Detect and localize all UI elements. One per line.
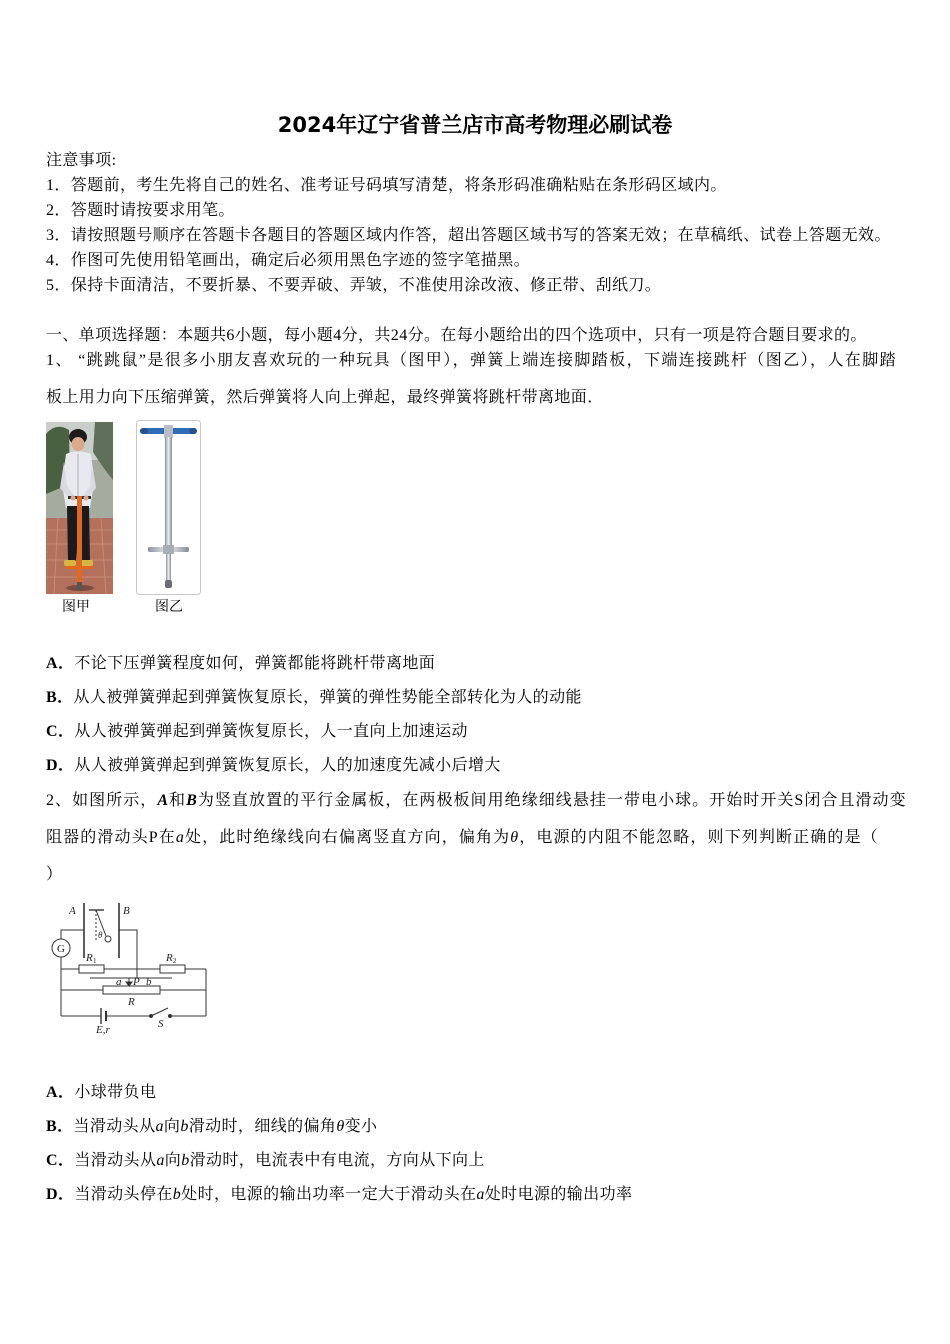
pogo-tube [77, 496, 82, 584]
label-rheostat: R [128, 996, 135, 1008]
label-galvanometer: G [57, 943, 65, 955]
charged-ball [105, 936, 111, 942]
notice-item: 2．答题时请按要求用笔。 [46, 202, 235, 219]
lower-rod [166, 554, 171, 582]
rubber-tip [165, 580, 172, 588]
label-plate-b: B [123, 905, 130, 917]
symbol-b-lower: b [172, 1186, 182, 1203]
figure-child-on-pogo-stick [46, 422, 113, 594]
option-text: 从人被弹簧弹起到弹簧恢复原长，人的加速度先减小后增大 [74, 757, 501, 774]
exam-title: 2024年辽宁省普兰店市高考物理必刷试卷 [277, 113, 673, 137]
label-r2-sub: 2 [173, 957, 177, 965]
question-1-stem-line: 1、 “跳跳鼠”是很多小朋友喜欢玩的一种玩具（图甲），弹簧上端连接脚踏板，下端连接跳杆（图乙），人在脚踏 [46, 352, 896, 369]
symbol-a-lower: a [476, 1186, 485, 1203]
option-a [46, 647, 926, 681]
symbol-theta: θ [336, 1118, 345, 1135]
label-r1-sub: 1 [93, 957, 97, 965]
question-2-stem-line [46, 819, 878, 856]
symbol-a-lower: a [175, 829, 185, 846]
option-text: 处时，电源的输出功率一定大于滑动头在 [181, 1186, 477, 1203]
handle-grip-left [140, 428, 148, 434]
option-a [46, 1076, 926, 1110]
switch-lever [151, 1008, 168, 1016]
symbol-a: A [157, 792, 169, 809]
option-text: 向 [163, 1118, 181, 1135]
option-letter: D． [46, 1186, 75, 1203]
notice-item: 5．保持卡面清洁，不要折暴、不要弄破、弄皱，不准使用涂改液、修正带、刮纸刀。 [46, 277, 662, 294]
symbol-a-lower: a [156, 1152, 165, 1169]
face [72, 437, 85, 451]
option-letter: B． [46, 1118, 74, 1135]
resistor-r1 [79, 965, 104, 973]
symbol-b-lower: b [180, 1118, 189, 1135]
notice-heading: 注意事项: [46, 152, 117, 169]
resistor-r2 [160, 965, 185, 973]
section-heading: 一、单项选择题：本题共6小题，每小题4分，共24分。在每小题给出的四个选项中，只有一项是符合题目要求的。 [46, 327, 867, 344]
stem-text: 2、如图所示， [46, 792, 158, 809]
left-hand [71, 496, 76, 501]
figure-pogo-stick [136, 420, 201, 595]
question-1-stem-line: 板上用力向下压缩弹簧，然后弹簧将人向上弹起，最终弹簧将跳杆带离地面． [46, 389, 604, 406]
label-end-b: b [146, 976, 152, 988]
label-r2: R [166, 952, 173, 964]
notice-item: 3．请按照题号顺序在答题卡各题目的答题区域内作答，超出答题区域书写的答案无效；在草稿纸、试卷上答题无效。 [46, 227, 891, 244]
option-b [46, 1110, 926, 1144]
option-d [46, 1178, 926, 1212]
figure-label-yi: 图乙 [155, 599, 183, 615]
question-2-stem [46, 782, 926, 893]
pogo-foot-pegs [66, 566, 93, 569]
handle-joint [164, 425, 173, 438]
question-2-options [46, 1076, 926, 1212]
notice-section [46, 148, 926, 298]
symbol-a-lower: a [155, 1118, 164, 1135]
notice-item: 4．作图可先使用铅笔画出，确定后必须用黑色字迹的签字笔描黑。 [46, 252, 531, 269]
option-text: 变小 [344, 1118, 378, 1135]
option-text: 向 [164, 1152, 182, 1169]
option-letter: A． [46, 655, 75, 672]
option-letter: A． [46, 1084, 75, 1101]
option-text: 不论下压弹簧程度如何，弹簧都能将跳杆带离地面 [74, 655, 436, 672]
option-letter: C． [46, 1152, 75, 1169]
wire-plate-b [119, 930, 137, 969]
option-letter: B． [46, 689, 74, 706]
right-shoe [81, 560, 93, 566]
option-text: 滑动时，细线的偏角 [188, 1118, 337, 1135]
symbol-theta: θ [510, 829, 519, 846]
option-d [46, 749, 926, 783]
label-source: E,r [96, 1024, 110, 1036]
pogo-tip [77, 582, 82, 590]
handle-grip-right [189, 428, 197, 434]
symbol-b: B [186, 792, 198, 809]
wire-plate-a [61, 930, 84, 939]
option-text: 当滑动头从 [73, 1118, 156, 1135]
option-text: 处时电源的输出功率 [484, 1186, 633, 1203]
notice-item: 1．答题前，考生先将自己的姓名、准考证号码填写清楚，将条形码准确粘贴在条形码区域内。 [46, 177, 727, 194]
slider-arrow [126, 982, 132, 986]
label-r1: R [86, 952, 93, 964]
stem-text: 和 [168, 792, 187, 809]
question-1-options [46, 647, 926, 783]
stem-text: 为竖直放置的平行金属板，在两极板间用绝缘细线悬挂一带电小球。开始时开关S闭合且滑动变 [197, 792, 906, 809]
option-c [46, 715, 926, 749]
label-plate-a: A [69, 905, 76, 917]
option-text: 当滑动头从 [74, 1152, 157, 1169]
stem-text: ，电源的内阻不能忽略，则下列判断正确的是（ [518, 829, 879, 846]
stem-text: ） [46, 866, 63, 883]
label-switch: S [158, 1018, 164, 1030]
option-text: 小球带负电 [74, 1084, 157, 1101]
question-2-stem-line [46, 782, 906, 819]
figure-label-jia: 图甲 [62, 599, 90, 615]
left-shoe [64, 560, 76, 566]
peg-joint [163, 545, 174, 554]
symbol-b-lower: b [181, 1152, 190, 1169]
circuit-diagram [46, 898, 216, 1040]
option-c [46, 1144, 926, 1178]
option-letter: C． [46, 723, 75, 740]
label-end-a: a [116, 976, 122, 988]
question-2-stem-line [46, 856, 926, 893]
right-hand [84, 496, 89, 501]
stem-text: 阻器的滑动头P在 [46, 829, 176, 846]
option-text: 滑动时，电流表中有电流，方向从下向上 [189, 1152, 485, 1169]
spring-tube [165, 437, 172, 549]
option-b [46, 681, 926, 715]
option-text: 从人被弹簧弹起到弹簧恢复原长，弹簧的弹性势能全部转化为人的动能 [73, 689, 582, 706]
stem-text: 处，此时绝缘线向右偏离竖直方向，偏角为 [184, 829, 511, 846]
option-letter: D． [46, 757, 75, 774]
question-1-stem [46, 342, 926, 416]
label-slider-p: P [133, 976, 140, 988]
label-angle: θ [98, 930, 103, 940]
option-text: 当滑动头停在 [74, 1186, 173, 1203]
option-text: 从人被弹簧弹起到弹簧恢复原长，人一直向上加速运动 [74, 723, 468, 740]
